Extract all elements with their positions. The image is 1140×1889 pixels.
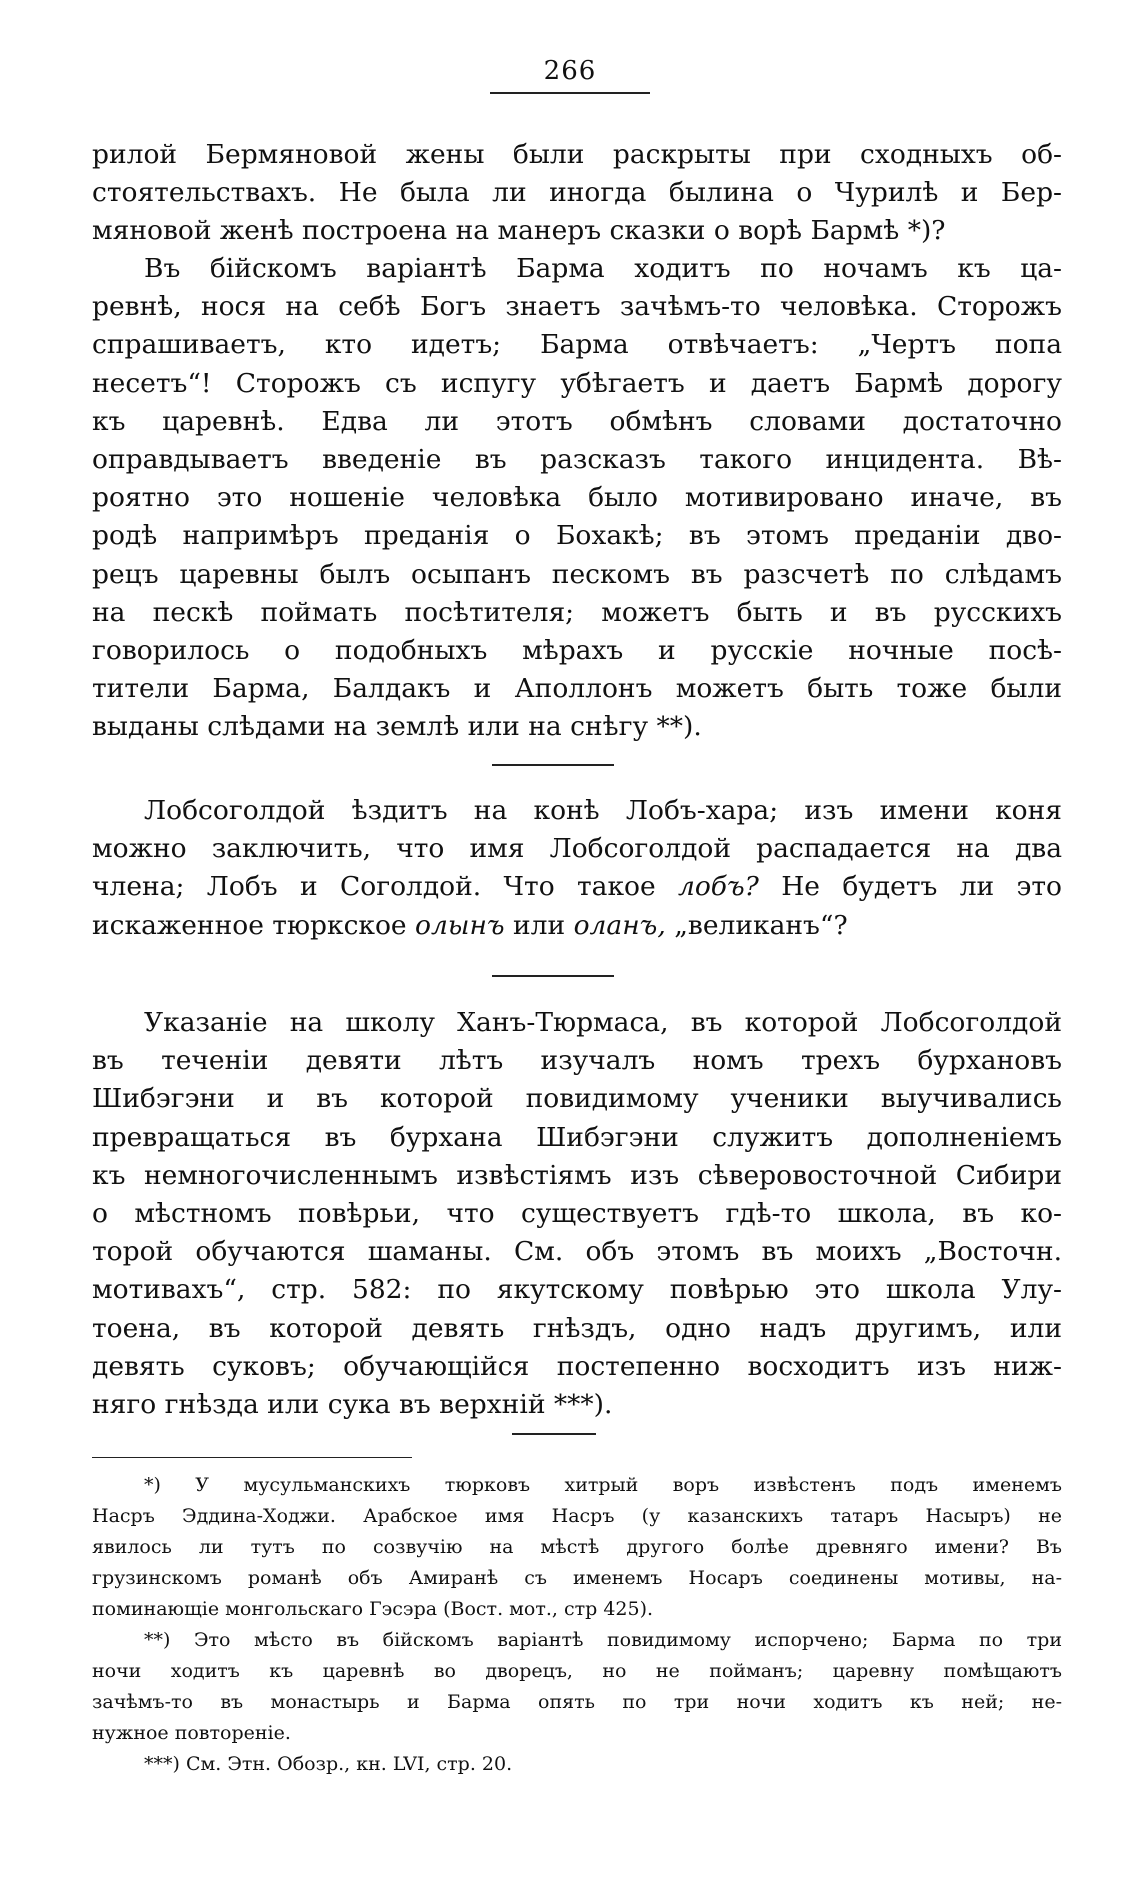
text-line: говорилось о подобныхъ мѣрахъ и русскіе ночные посѣ- [92, 635, 1062, 667]
footnotes [92, 1470, 1062, 1780]
text-line: девять суковъ; обучающійся постепенно восходитъ изъ ниж- [92, 1350, 1062, 1382]
text-fragment: Не будетъ ли это [758, 871, 1062, 903]
text-line: выданы слѣдами на землѣ или на снѣгу **). [92, 711, 702, 743]
footnote-line: грузинскомъ романѣ объ Амиранѣ съ именемъ Носаръ соединены мотивы, на- [92, 1567, 1062, 1589]
text-line: Въ бійскомъ варіантѣ Барма ходитъ по ночамъ къ ца- [144, 253, 1062, 284]
paragraph-continuation [92, 136, 1062, 251]
footnote-line: ***) См. Этн. Обозр., кн. LVI, стр. 20. [144, 1753, 513, 1775]
text-fragment: или [504, 909, 574, 941]
text-line: роятно это ношеніе человѣка было мотивировано иначе, въ [92, 482, 1062, 514]
text-fragment: искаженное тюркское [92, 909, 416, 941]
text-line: торой обучаются шаманы. См. объ этомъ въ моихъ „Восточн. [92, 1236, 1062, 1268]
footnote-line: нужное повтореніе. [92, 1722, 291, 1744]
italic-term: лобъ? [677, 871, 759, 903]
text-line: родѣ напримѣръ преданія о Бохакѣ; въ этомъ преданіи дво- [92, 520, 1062, 552]
text-line: несетъ“! Сторожъ съ испугу убѣгаетъ и даетъ Бармѣ дорогу [92, 367, 1062, 399]
page-number: 266 [543, 56, 597, 86]
text-line: о мѣстномъ повѣрьи, что существуетъ гдѣ-то школа, въ ко- [92, 1198, 1062, 1230]
text-line: рилой Бермяновой жены были раскрыты при сходныхъ об- [92, 139, 1062, 170]
footnote-line: **) Это мѣсто въ бійскомъ варіантѣ повидимому испорчено; Барма по три [144, 1629, 1062, 1651]
text-line: можно заключить, что имя Лобсоголдой распадается на два [92, 833, 1062, 865]
text-line: къ царевнѣ. Едва ли этотъ обмѣнъ словами достаточно [92, 405, 1062, 437]
text-fragment: „великанъ“? [665, 909, 848, 941]
section-separator [512, 1433, 596, 1435]
italic-term: олынъ [415, 909, 505, 941]
text-line: ревнѣ, нося на себѣ Богъ знаетъ зачѣмъ-то человѣка. Сторожъ [92, 291, 1062, 323]
text-line [92, 868, 1062, 906]
text-line: превращаться въ бурхана Шибэгэни служитъ дополненіемъ [92, 1121, 1062, 1153]
text-line: Шибэгэни и въ которой повидимому ученики выучивались [92, 1083, 1062, 1115]
text-line: мяновой женѣ построена на манеръ сказки о ворѣ Бармѣ *)? [92, 215, 946, 247]
paragraph-barma [92, 250, 1062, 747]
text-line: няго гнѣзда или сука въ верхній ***). [92, 1389, 613, 1421]
paragraph-school [92, 1004, 1062, 1424]
text-line: стоятельствахъ. Не была ли иногда былина о Чурилѣ и Бер- [92, 177, 1062, 209]
text-line: къ немногочисленнымъ извѣстіямъ изъ сѣверовосточной Сибири [92, 1159, 1062, 1191]
footnote-line: *) У мусульманскихъ тюрковъ хитрый воръ извѣстенъ подъ именемъ [144, 1474, 1062, 1496]
text-line [92, 907, 1062, 945]
section-separator [492, 764, 614, 766]
paragraph-lobsogoldoi [92, 792, 1062, 945]
text-line: тители Барма, Балдакъ и Аполлонъ можетъ быть тоже были [92, 673, 1062, 705]
text-line: въ теченіи девяти лѣтъ изучалъ номъ трехъ бурхановъ [92, 1045, 1062, 1077]
text-line: Лобсоголдой ѣздитъ на конѣ Лобъ-хара; изъ имени коня [144, 795, 1062, 826]
footnote-line: Насръ Эддина-Ходжи. Арабское имя Насръ (у казанскихъ татаръ Насыръ) не [92, 1505, 1062, 1527]
footnote-rule [92, 1457, 412, 1458]
text-line: на пескѣ поймать посѣтителя; можетъ быть и въ русскихъ [92, 596, 1062, 628]
text-line: оправдываетъ введеніе въ разсказъ такого инцидента. Вѣ- [92, 444, 1062, 476]
footnote-line: поминающіе монгольскаго Гэсэра (Вост. мот., стр 425). [92, 1598, 654, 1620]
italic-term: оланъ, [573, 909, 666, 941]
text-line: спрашиваетъ, кто идетъ; Барма отвѣчаетъ: „Чертъ попа [92, 329, 1062, 361]
text-line: мотивахъ“, стр. 582: по якутскому повѣрью это школа Улу- [92, 1274, 1062, 1306]
section-separator [492, 975, 614, 977]
text-line: рецъ царевны былъ осыпанъ пескомъ въ разсчетѣ по слѣдамъ [92, 558, 1062, 590]
page-number-rule [490, 92, 650, 94]
text-line: тоена, въ которой девять гнѣздъ, одно надъ другимъ, или [92, 1312, 1062, 1344]
footnote-line: зачѣмъ-то въ монастырь и Барма опять по три ночи ходитъ къ ней; не- [92, 1691, 1062, 1713]
footnote-line: явилось ли тутъ по созвучію на мѣстѣ другого болѣе древняго имени? Въ [92, 1536, 1062, 1558]
text-fragment: члена; Лобъ и Соголдой. Что такое [92, 871, 678, 903]
text-line: Указаніе на школу Ханъ-Тюрмаса, въ которой Лобсоголдой [144, 1007, 1062, 1038]
footnote-line: ночи ходитъ къ царевнѣ во дворецъ, но не пойманъ; царевну помѣщаютъ [92, 1660, 1062, 1682]
